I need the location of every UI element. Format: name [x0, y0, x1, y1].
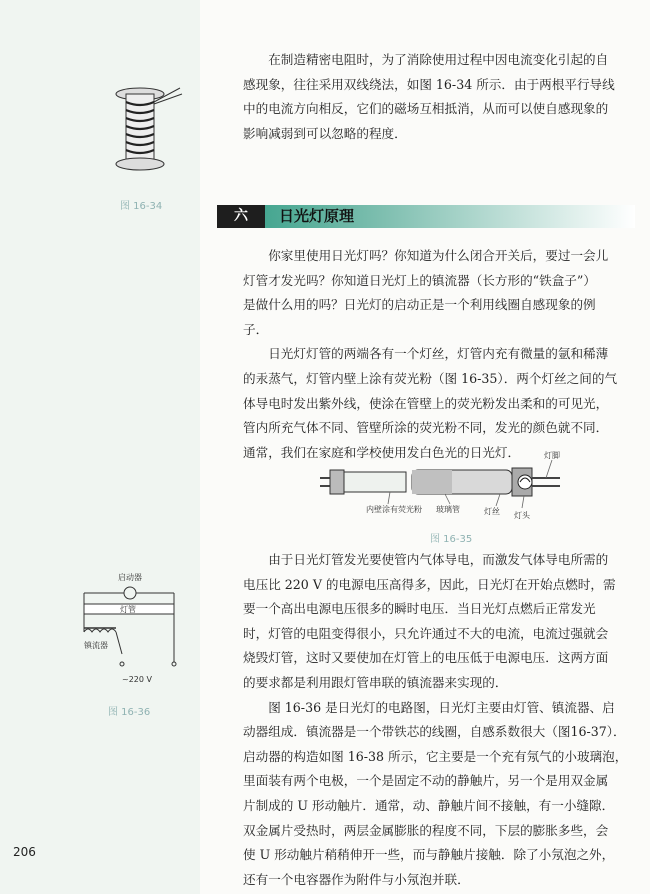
- text-line: 中的电流方向相反，它们的磁场互相抵消，从而可以使自感现象的: [243, 101, 609, 117]
- fluorescent-tube-illustration: [320, 448, 580, 528]
- text-line: 启动器的构造如图 16-38 所示，它主要是一个充有氖气的小玻璃泡，: [243, 748, 628, 764]
- text-line: 影响减弱到可以忽略的程度．: [243, 125, 407, 141]
- text-line: 时，灯管的电阻变得很小，只允许通过不大的电流，电流过强就会: [243, 625, 609, 641]
- text-line: 在制造精密电阻时，为了消除使用过程中因电流变化引起的自: [268, 52, 609, 67]
- label-glass: 玻璃管: [436, 505, 460, 514]
- figure-16-34: [100, 80, 190, 190]
- text-line: 图 16-36 是日光灯的电路图，日光灯主要由灯管、镇流器、启: [268, 699, 615, 715]
- figure-16-35: [320, 448, 580, 528]
- label-pins: 灯脚: [544, 451, 560, 460]
- text-line: 里面装有两个电极，一个是固定不动的静触片，另一个是用双金属: [243, 773, 609, 789]
- text-line: 使 U 形动触片稍稍伸开一些，而与静触片接触．除了小氖泡之外，: [243, 847, 615, 863]
- section-number: 六: [217, 205, 265, 228]
- label-filament: 灯丝: [484, 507, 500, 516]
- text-line: 日光灯灯管的两端各有一个灯丝，灯管内充有微量的氩和稀薄: [268, 346, 609, 362]
- text-line: 子．: [243, 321, 269, 337]
- text-line: 通常，我们在家庭和学校使用发白色光的日光灯．: [243, 444, 521, 460]
- text-line: 由于日光灯管发光要使管内气体导电，而激发气体导电所需的: [268, 552, 609, 567]
- fig-16-34-caption: 图 16-34: [120, 201, 163, 212]
- text-line: 感现象，往往采用双线绕法，如图 16-34 所示．由于两根平行导线: [243, 76, 615, 92]
- bifilar-coil-illustration: [100, 80, 190, 190]
- text-line: 要一个高出电源电压很多的瞬时电压．当日光灯点燃后正常发光: [243, 601, 596, 617]
- circuit-diagram: [74, 570, 184, 690]
- text-line: 电压比 220 V 的电源电压高得多，因此，日光灯在开始点燃时，需: [243, 576, 616, 592]
- label-cap: 灯头: [514, 511, 530, 520]
- label-ballast: 镇流器: [84, 641, 108, 650]
- fig-16-36-caption: 图 16-36: [108, 707, 151, 718]
- intro-paragraph: [243, 48, 635, 146]
- label-phosphor: 内壁涂有荧光粉: [366, 505, 422, 514]
- text-line: 片制成的 U 形动触片．通常，动、静触片间不接触，有一小缝隙．: [243, 797, 615, 813]
- text-line: 的汞蒸气，灯管内壁上涂有荧光粉（图 16-35）．两个灯丝之间的气: [243, 370, 618, 386]
- figure-16-36: [74, 570, 184, 690]
- label-starter: 启动器: [118, 573, 142, 582]
- section-header: [217, 205, 635, 228]
- label-supply: ~220 V: [122, 675, 152, 684]
- fig-16-35-caption: 图 16-35: [430, 534, 473, 545]
- text-line: 的要求都是利用跟灯管串联的镇流器来实现的．: [243, 674, 508, 690]
- section-title: 日光灯原理: [279, 207, 355, 225]
- label-tube: 灯管: [120, 605, 136, 614]
- text-line: 是做什么用的吗？日光灯的启动正是一个利用线圈自感现象的例: [243, 297, 596, 313]
- page-number: 206: [13, 845, 36, 859]
- text-line: 动器组成．镇流器是一个带铁芯的线圈，自感系数很大（图16-37）．: [243, 724, 626, 740]
- text-line: 体导电时发出紫外线，使涂在管壁上的荧光粉发出柔和的可见光，: [243, 395, 609, 411]
- text-line: 还有一个电容器作为附件与小氖泡并联．: [243, 871, 470, 887]
- text-line: 你家里使用日光灯吗？你知道为什么闭合开关后，要过一会儿: [268, 248, 609, 263]
- text-line: 双金属片受热时，两层金属膨胀的程度不同，下层的膨胀多些，会: [243, 822, 609, 838]
- text-line: 管内所充气体不同、管壁所涂的荧光粉不同，发光的颜色就不同．: [243, 420, 609, 436]
- text-line: 灯管才发光吗？你知道日光灯上的镇流器（长方形的“铁盒子”）: [243, 272, 596, 288]
- body-text-upper: [243, 244, 635, 465]
- text-line: 烧毁灯管，这时又要使加在灯管上的电压低于电源电压．这两方面: [243, 650, 609, 666]
- body-text-lower: [243, 548, 635, 892]
